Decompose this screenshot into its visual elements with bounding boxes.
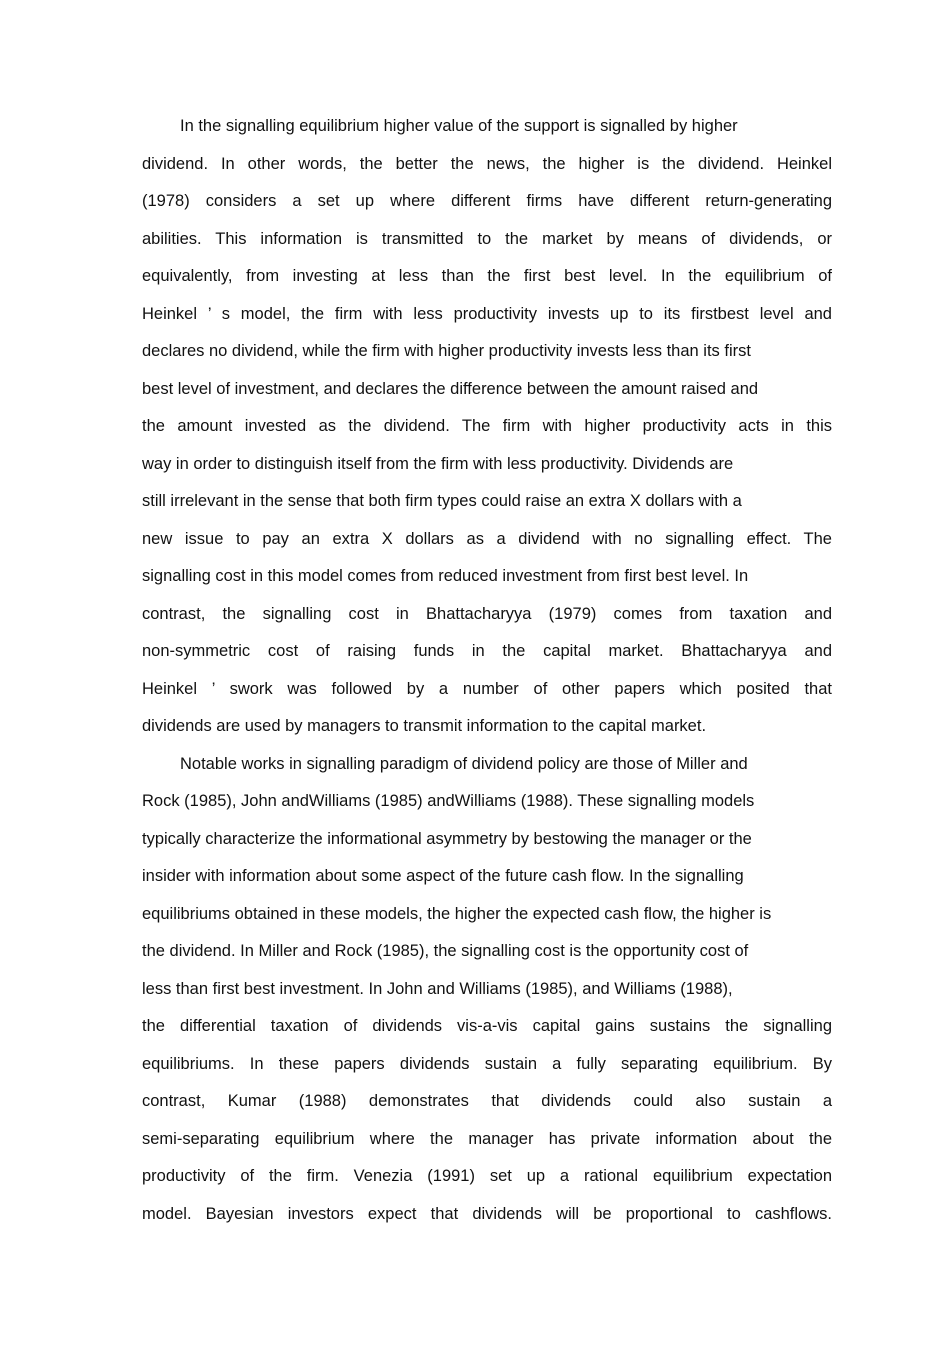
text-line: still irrelevant in the sense that both firm types could raise an extra X dollars with a [142, 492, 742, 510]
text-line: model. Bayesian investors expect that dividends will be proportional to cashflows. [142, 1204, 832, 1223]
text-line: the amount invested as the dividend. The firm with higher productivity acts in this [142, 417, 832, 435]
text-line: semi-separating equilibrium where the manager has private information about the [142, 1129, 832, 1148]
text-line: (1978) considers a set up where different firms have different return-generating [142, 192, 832, 210]
text-line: less than first best investment. In John and Williams (1985), and Williams (1988), [142, 979, 733, 998]
text-line: abilities. This information is transmitted to the market by means of dividends, or [142, 229, 832, 248]
text-line: Rock (1985), John andWilliams (1985) andWilliams (1988). These signalling models [142, 792, 755, 810]
text-line: non-symmetric cost of raising funds in the capital market. Bhattacharyya and [142, 642, 832, 660]
text-line: new issue to pay an extra X dollars as a dividend with no signalling effect. The [142, 529, 832, 548]
text-line: the differential taxation of dividends vis-a-vis capital gains sustains the signalling [142, 1017, 832, 1035]
text-line: Heinkel ’ s model, the firm with less productivity invests up to its firstbest level and [142, 304, 832, 323]
body-text [142, 112, 832, 1237]
text-line: Heinkel ’ swork was followed by a number of other papers which posited that [142, 679, 832, 698]
text-line: dividends are used by managers to transmit information to the capital market. [142, 717, 707, 735]
text-line: equilibriums. In these papers dividends sustain a fully separating equilibrium. By [142, 1054, 832, 1073]
text-line: equilibriums obtained in these models, the higher the expected cash flow, the higher is [142, 904, 772, 923]
text-line: insider with information about some aspect of the future cash flow. In the signalling [142, 867, 744, 885]
text-line: declares no dividend, while the firm with higher productivity invests less than its first [142, 342, 751, 360]
text-line: signalling cost in this model comes from reduced investment from first best level. In [142, 567, 749, 585]
text-line: the dividend. In Miller and Rock (1985), the signalling cost is the opportunity cost of [142, 942, 749, 960]
text-line: typically characterize the informational asymmetry by bestowing the manager or the [142, 829, 752, 848]
text-line: contrast, Kumar (1988) demonstrates that dividends could also sustain a [142, 1092, 832, 1110]
text-line: way in order to distinguish itself from the firm with less productivity. Dividends are [142, 454, 734, 473]
text-line: contrast, the signalling cost in Bhattacharyya (1979) comes from taxation and [142, 604, 832, 623]
text-line: In the signalling equilibrium higher value of the support is signalled by higher [180, 117, 738, 135]
text-line: dividend. In other words, the better the news, the higher is the dividend. Heinkel [142, 154, 832, 173]
text-line: productivity of the firm. Venezia (1991) set up a rational equilibrium expectation [142, 1167, 832, 1185]
text-line: Notable works in signalling paradigm of dividend policy are those of Miller and [180, 754, 748, 773]
text-line: equivalently, from investing at less than the first best level. In the equilibrium of [142, 267, 832, 285]
text-line: best level of investment, and declares the difference between the amount raised and [142, 379, 759, 398]
